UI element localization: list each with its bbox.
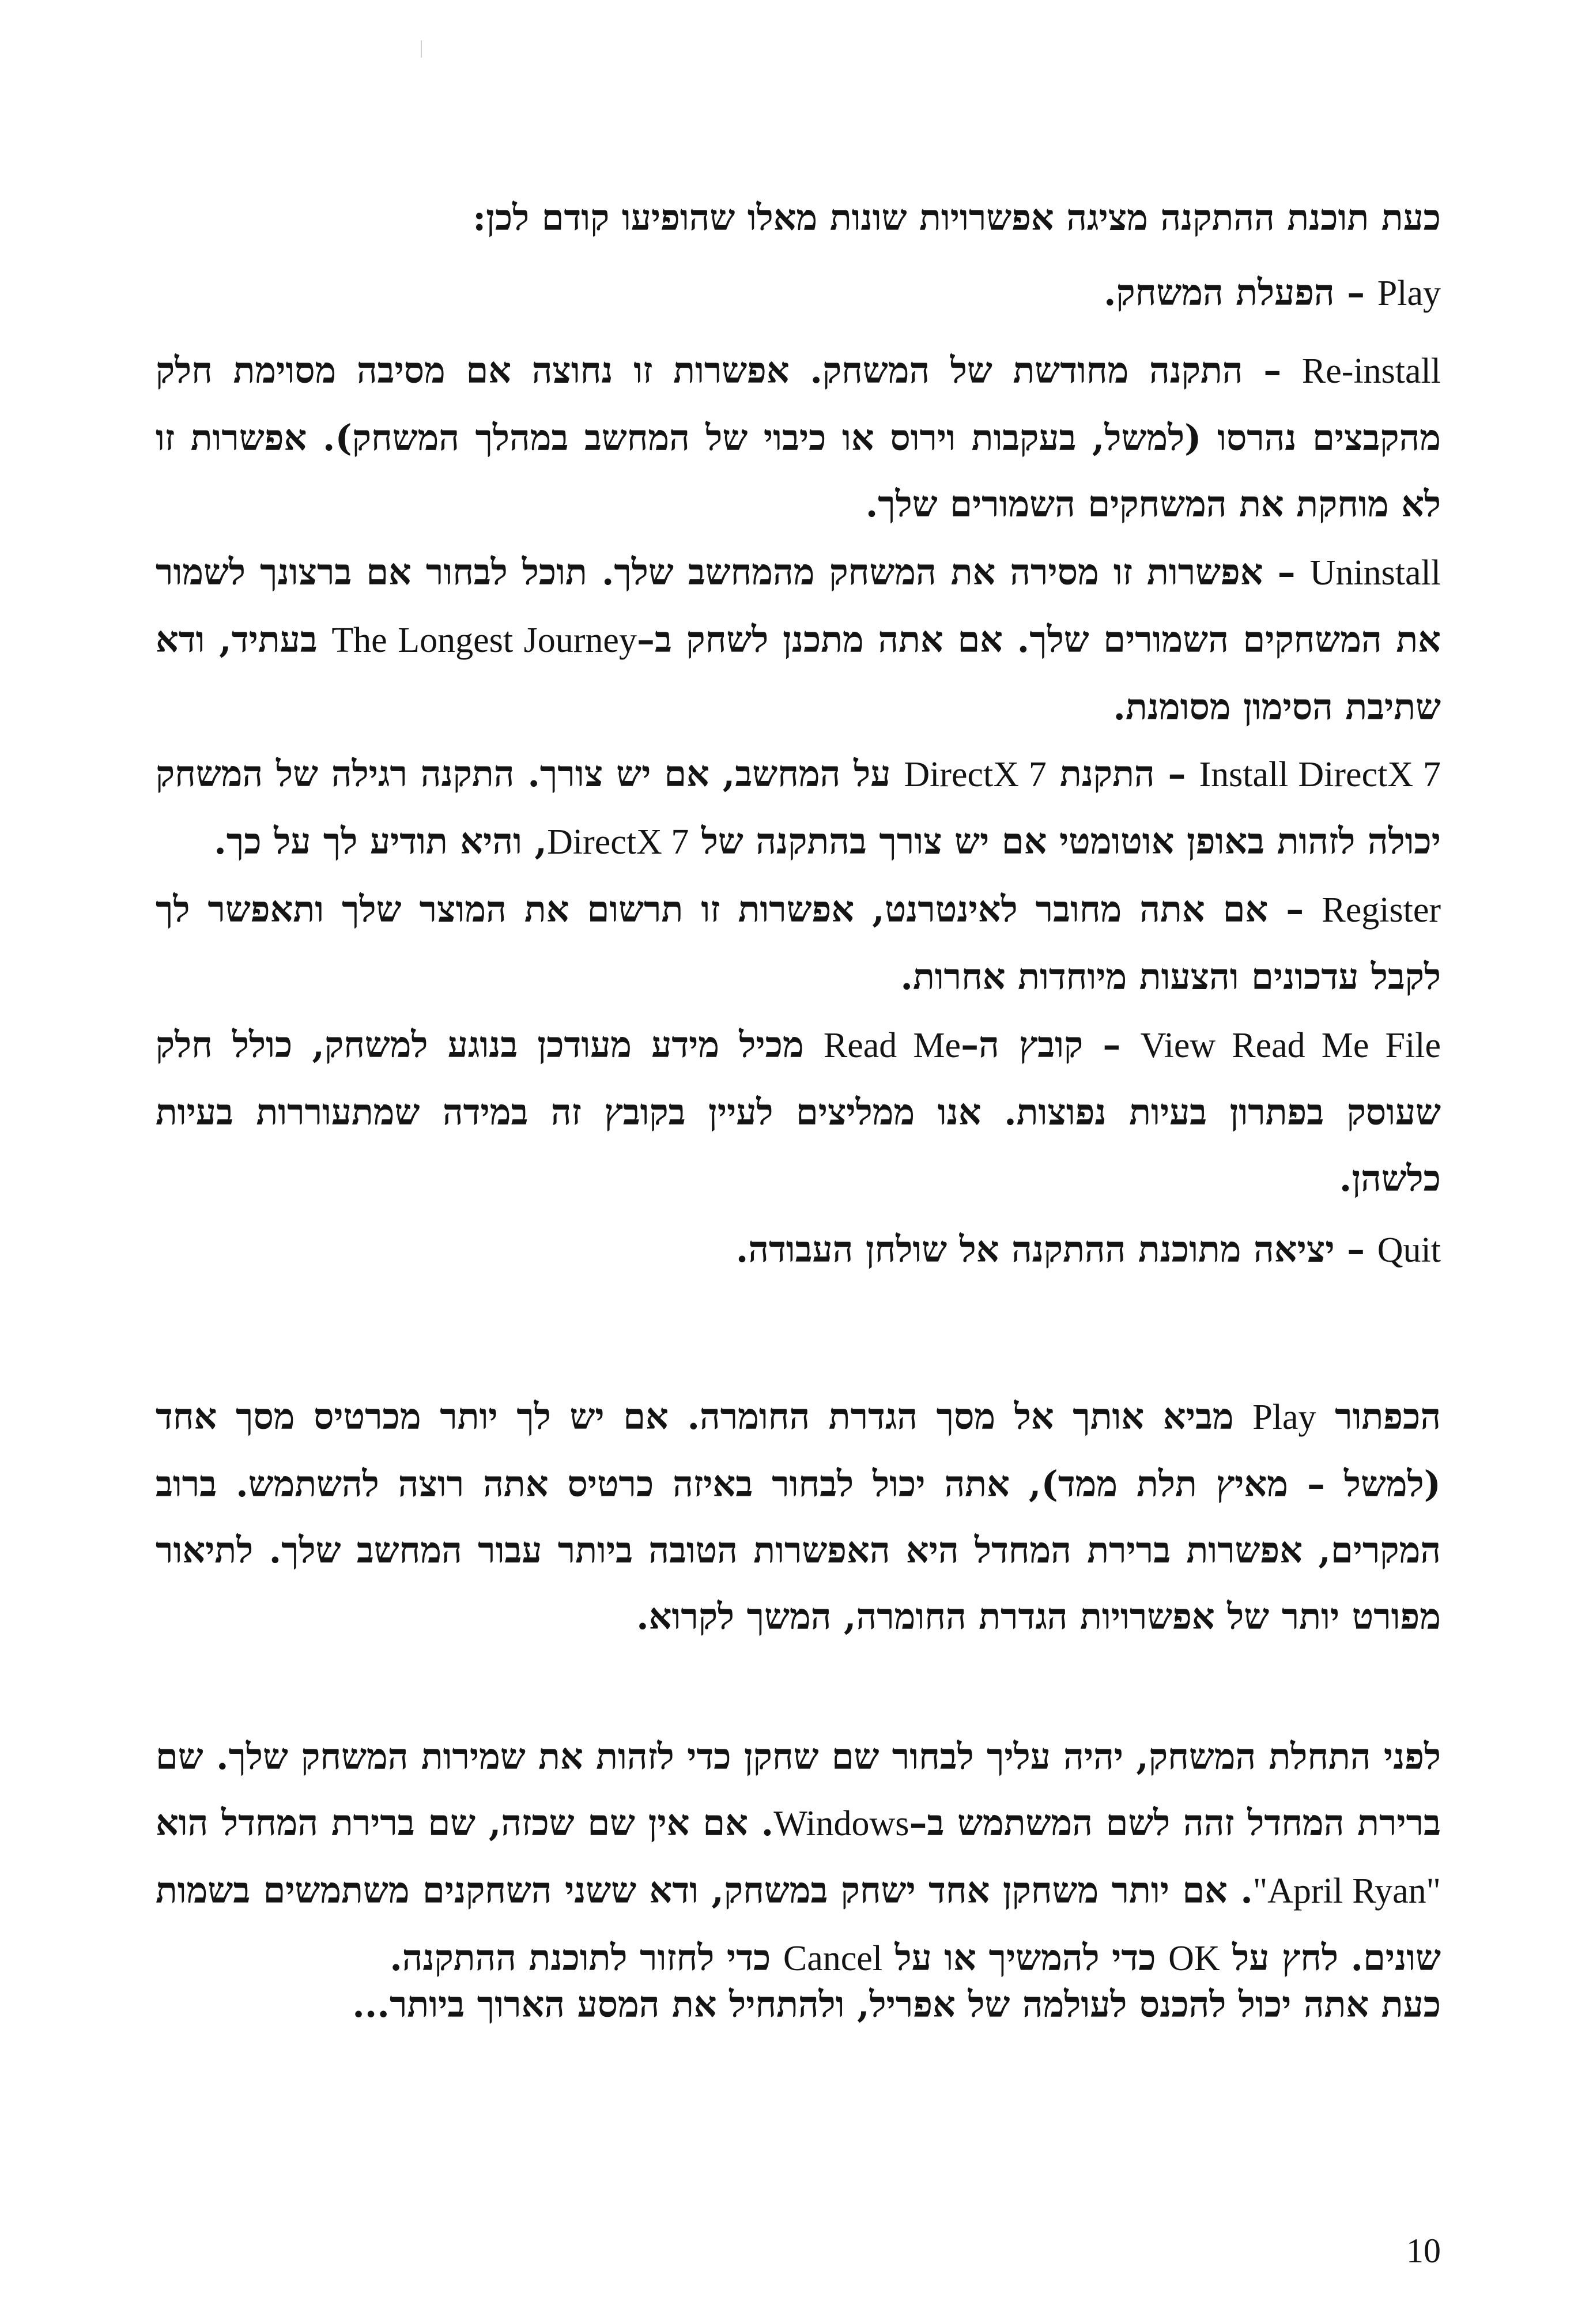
option-desc: על המחשב, אם יש צורך. התקנה רגילה של המשחק יכולה לזהות באופן אוטומטי אם יש צורך בהתקנה של [156, 753, 1441, 862]
player-name-text [156, 1723, 1441, 1992]
closing-paragraph [156, 1971, 1441, 2038]
os-name: Windows [773, 1804, 909, 1843]
closing-text: כעת אתה יכול להכנס לעולמה של אפריל, ולהתחיל את המסע הארוך ביותר... [352, 1983, 1441, 2025]
play-button-name: Play [1252, 1398, 1316, 1437]
text-run: כדי לחזור לתוכנת ההתקנה. [390, 1937, 783, 1979]
option-desc: – התקנה מחודשת של המשחק. אפשרות זו נחוצה אם מסיבה מסוימת חלק מהקבצים נהרסו (למשל, בעקבות וירוס או כיבוי של המחשב במהלך המשחק). אפשרות זו לא מוחקת את המשחקים השמורים שלך. [156, 349, 1441, 525]
option-play [156, 259, 1441, 327]
option-desc: – יציאה מתוכנת ההתקנה אל שולחן העבודה. [735, 1228, 1377, 1270]
scan-mark [421, 40, 422, 58]
readme-file-name: Read Me [823, 1026, 961, 1065]
option-play-line [156, 259, 1441, 327]
option-desc: – התקנת [1046, 753, 1199, 795]
text-run: לפני התחלת המשחק, יהיה עליך לבחור שם שחקן כדי לזהות את שמירות המשחק שלך. שם ברירת המחדל זהה לשם המשתמש ב– [156, 1736, 1441, 1844]
cancel-label: Cancel [783, 1939, 883, 1978]
option-quit [156, 1216, 1441, 1284]
text-run: . אם יותר משחקן אחד ישחק במשחק, ודא ששני השחקנים משתמשים בשמות שונים. לחץ על [156, 1869, 1441, 1979]
option-desc: בעתיד, ודא שתיבת הסימון מסומנת. [156, 618, 1441, 728]
player-name-paragraph [156, 1723, 1441, 1992]
intro-text: כעת תוכנת ההתקנה מציגה אפשרויות שונות מאלו שהופיעו קודם לכן: [473, 197, 1441, 239]
option-desc: – קובץ ה– [961, 1024, 1141, 1066]
hardware-setup-paragraph [156, 1383, 1441, 1650]
ok-label: OK [1168, 1939, 1220, 1978]
option-term: Re-install [1301, 352, 1441, 391]
option-quit-line [156, 1216, 1441, 1284]
option-directx-line [156, 741, 1441, 876]
option-directx [156, 741, 1441, 876]
page-number: 10 [1406, 2232, 1441, 2270]
option-register-line [156, 876, 1441, 1010]
text-run: כדי להמשיך או על [882, 1937, 1169, 1979]
intro-paragraph [156, 184, 1441, 251]
text-run: הכפתור [1316, 1395, 1441, 1438]
option-desc: – אפשרות זו מסירה את המשחק מהמחשב שלך. תוכל לבחור אם ברצונך לשמור את המשחקים השמורים שלך. אם אתה מתכנן לשחק ב– [156, 551, 1441, 661]
option-term: Register [1322, 891, 1441, 930]
hardware-setup-text [156, 1383, 1441, 1650]
game-name: The Longest Journey [331, 621, 637, 660]
directx-name: DirectX 7 [904, 755, 1047, 794]
option-term: Quit [1377, 1231, 1441, 1270]
option-term: Play [1377, 274, 1441, 313]
option-term: View Read Me File [1140, 1026, 1441, 1065]
option-register [156, 876, 1441, 1010]
text-run: מביא אותך אל מסך הגדרת החומרה. אם יש לך יותר מכרטיס מסך אחד (למשל – מאיץ תלת ממד), אתה יכול לבחור באיזה כרטיס אתה רוצה להשתמש. ברוב המקרים, אפשרות ברירת המחדל היא האפשרות הטובה ביותר עבור המחשב שלך. לתיאור מפורט יותר של אפשרויות הגדרת החומרה, המשך לקרוא. [156, 1395, 1441, 1638]
option-readme [156, 1012, 1441, 1212]
default-player-name: "April Ryan" [1252, 1872, 1441, 1911]
option-desc: – הפעלת המשחק. [1103, 271, 1377, 314]
option-reinstall [156, 337, 1441, 537]
directx-name: DirectX 7 [547, 823, 689, 862]
option-uninstall-line [156, 539, 1441, 740]
option-desc: , והיא תודיע לך על כך. [214, 820, 548, 862]
option-readme-line [156, 1012, 1441, 1212]
option-reinstall-line [156, 337, 1441, 537]
option-desc: – אם אתה מחובר לאינטרנט, אפשרות זו תרשום את המוצר שלך ותאפשר לך לקבל עדכונים והצעות מיוחדות אחרות. [156, 888, 1441, 998]
option-term: Uninstall [1309, 553, 1441, 593]
text-run: . אם אין שם שכזה, שם ברירת המחדל הוא [156, 1802, 774, 1844]
option-uninstall [156, 539, 1441, 740]
option-term: Install DirectX 7 [1199, 755, 1441, 794]
option-desc: מכיל מידע מעודכן בנוגע למשחק, כולל חלק שעוסק בפתרון בעיות נפוצות. אנו ממליצים לעיין בקובץ זה במידה שמתעוררות בעיות כלשהן. [156, 1024, 1441, 1199]
